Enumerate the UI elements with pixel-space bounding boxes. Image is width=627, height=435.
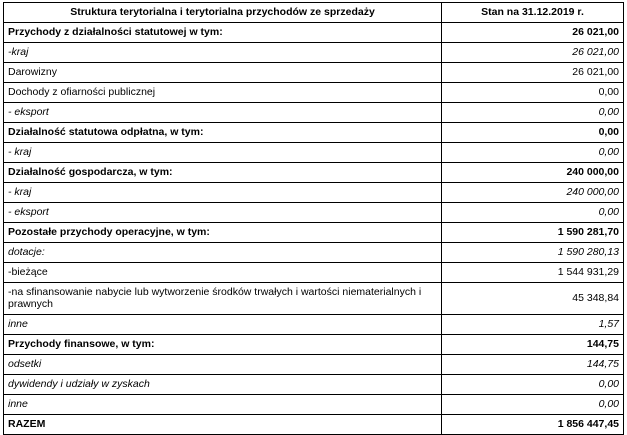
table-row <box>4 395 624 415</box>
row-value: 0,00 <box>442 203 624 223</box>
row-label: odsetki <box>4 355 442 375</box>
table-row <box>4 63 624 83</box>
row-value: 1 544 931,29 <box>442 263 624 283</box>
row-label: Przychody finansowe, w tym: <box>4 335 442 355</box>
row-value: 0,00 <box>442 123 624 143</box>
row-value: 0,00 <box>442 143 624 163</box>
table-row <box>4 123 624 143</box>
revenue-structure-table <box>3 2 624 435</box>
table-row <box>4 183 624 203</box>
table-row <box>4 283 624 315</box>
table-row <box>4 335 624 355</box>
row-label: -na sfinansowanie nabycie lub wytworzenie środków trwałych i wartości niematerialnych i prawnych <box>4 283 442 315</box>
table-header-row <box>4 3 624 23</box>
table-row <box>4 415 624 435</box>
row-label: Dochody z ofiarności publicznej <box>4 83 442 103</box>
column-header-description: Struktura terytorialna i terytorialna przychodów ze sprzedaży <box>4 3 442 23</box>
table-row <box>4 143 624 163</box>
table-row <box>4 83 624 103</box>
row-label: inne <box>4 315 442 335</box>
row-label: dotacje: <box>4 243 442 263</box>
row-value: 45 348,84 <box>442 283 624 315</box>
row-value: 26 021,00 <box>442 23 624 43</box>
row-label: - kraj <box>4 143 442 163</box>
row-label: Pozostałe przychody operacyjne, w tym: <box>4 223 442 243</box>
row-label: RAZEM <box>4 415 442 435</box>
row-value: 1,57 <box>442 315 624 335</box>
row-value: 144,75 <box>442 335 624 355</box>
row-value: 0,00 <box>442 103 624 123</box>
table-row <box>4 375 624 395</box>
row-value: 1 856 447,45 <box>442 415 624 435</box>
table-row <box>4 103 624 123</box>
row-value: 240 000,00 <box>442 183 624 203</box>
row-label: -bieżące <box>4 263 442 283</box>
table-row <box>4 263 624 283</box>
row-label: - kraj <box>4 183 442 203</box>
table-row <box>4 43 624 63</box>
table-row <box>4 315 624 335</box>
table-body <box>4 23 624 435</box>
table-row <box>4 203 624 223</box>
row-label: Przychody z działalności statutowej w tym: <box>4 23 442 43</box>
row-label: Działalność gospodarcza, w tym: <box>4 163 442 183</box>
table-row <box>4 223 624 243</box>
table-row <box>4 243 624 263</box>
row-value: 1 590 280,13 <box>442 243 624 263</box>
row-value: 0,00 <box>442 375 624 395</box>
row-label: - eksport <box>4 203 442 223</box>
row-label: inne <box>4 395 442 415</box>
row-label: Działalność statutowa odpłatna, w tym: <box>4 123 442 143</box>
row-label: - eksport <box>4 103 442 123</box>
row-value: 26 021,00 <box>442 63 624 83</box>
row-value: 0,00 <box>442 395 624 415</box>
row-value: 240 000,00 <box>442 163 624 183</box>
row-label: dywidendy i udziały w zyskach <box>4 375 442 395</box>
column-header-amount: Stan na 31.12.2019 r. <box>442 3 624 23</box>
row-value: 0,00 <box>442 83 624 103</box>
row-value: 26 021,00 <box>442 43 624 63</box>
table-row <box>4 355 624 375</box>
table-row <box>4 163 624 183</box>
row-label: Darowizny <box>4 63 442 83</box>
row-label: -kraj <box>4 43 442 63</box>
row-value: 144,75 <box>442 355 624 375</box>
table-row <box>4 23 624 43</box>
row-value: 1 590 281,70 <box>442 223 624 243</box>
